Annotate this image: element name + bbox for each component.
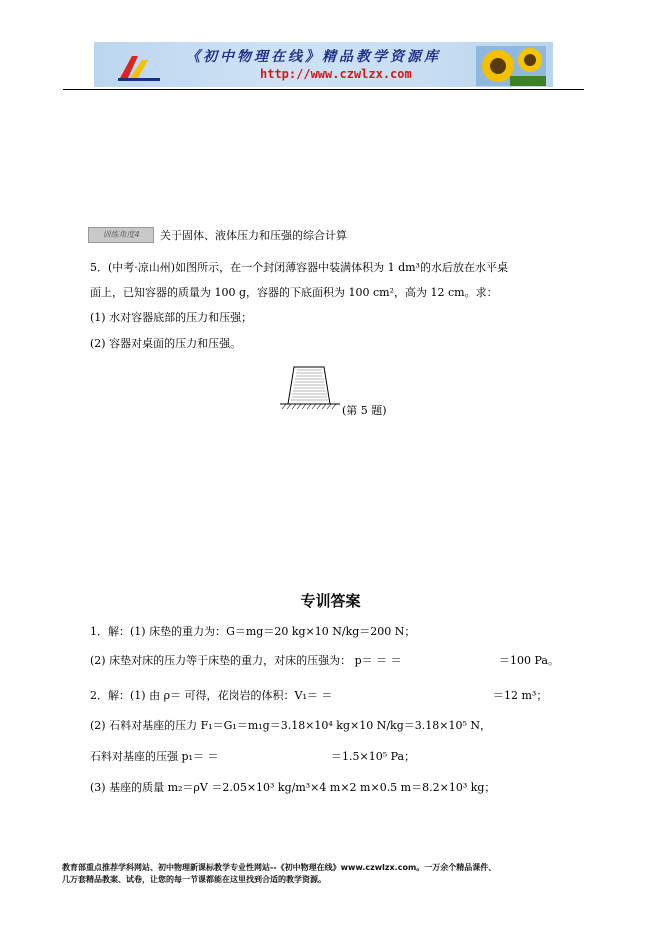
answer-2-line-1-result: ＝12 m³；	[493, 689, 548, 702]
site-logo-icon	[116, 50, 162, 82]
answer-1-line-2-result: ＝100 Pa。	[499, 654, 559, 667]
section-badge: 训练角度4	[88, 227, 154, 243]
answers-title: 专训答案	[300, 592, 361, 610]
page-footer	[62, 862, 622, 886]
answer-1-line-1: 1．解：(1) 床垫的重力为：G＝mg＝20 kg×10 N/kg＝200 N；	[90, 625, 416, 638]
figure-caption: (第 5 题)	[342, 404, 387, 417]
answer-1-line-2: (2) 床垫对床的压力等于床垫的重力，对床的压强为： p＝ ＝ ＝	[90, 654, 402, 667]
answer-2-line-3: 石料对基座的压强 p₁＝ ＝	[90, 750, 219, 763]
answer-2-line-1: 2．解：(1) 由 ρ＝ 可得，花岗岩的体积：V₁＝ ＝	[90, 689, 333, 702]
banner-url[interactable]: http://www.czwlzx.com	[260, 67, 412, 81]
container-figure	[280, 364, 340, 414]
header-divider	[63, 89, 584, 90]
footer-line-1: 教育部重点推荐学科网站、初中物理新课标教学专业性网站--《初中物理在线》www.czwlzx.com。一万余个精品课件、	[62, 863, 497, 872]
answer-2-line-4: (3) 基座的质量 m₂＝ρV ＝2.05×10³ kg/m³×4 m×2 m×0.5 m＝8.2×10³ kg；	[90, 781, 496, 794]
problem-5-line-1: 5．(中考·凉山州)如图所示，在一个封闭薄容器中装满体积为 1 dm³的水后放在水平桌	[90, 261, 508, 274]
problem-5-question-1: (1) 水对容器底部的压力和压强；	[90, 311, 253, 324]
answer-2-line-3-result: ＝1.5×10⁵ Pa；	[331, 750, 416, 763]
footer-line-2: 几万套精品教案、试卷，让您的每一节课都能在这里找到合适的教学资源。	[62, 875, 326, 884]
problem-5-line-2: 面上，已知容器的质量为 100 g，容器的下底面积为 100 cm²，高为 12 cm。求：	[90, 286, 498, 299]
section-heading: 关于固体、液体压力和压强的综合计算	[160, 229, 347, 242]
answer-2-line-2: (2) 石料对基座的压力 F₁＝G₁＝m₁g＝3.18×10⁴ kg×10 N/kg＝3.18×10⁵ N，	[90, 719, 491, 732]
header-banner	[94, 42, 553, 87]
banner-title: 《初中物理在线》精品教学资源库	[186, 49, 441, 65]
sunflower-icon	[476, 46, 546, 86]
problem-5-question-2: (2) 容器对桌面的压力和压强。	[90, 337, 242, 350]
